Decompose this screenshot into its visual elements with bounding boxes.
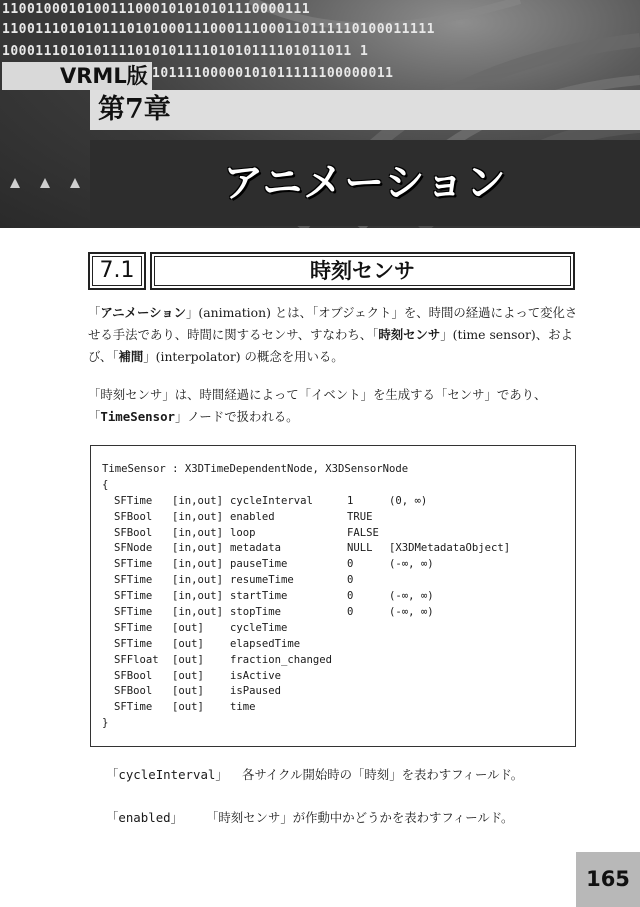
code-field-access: [in,out]: [172, 590, 224, 603]
code-field-access: [in,out]: [172, 526, 224, 539]
text-run: 「: [88, 305, 101, 320]
code-field-type: SFTime: [114, 637, 153, 650]
term-time-sensor: 時刻センサ: [378, 327, 441, 342]
chapter-number: 第7章: [98, 94, 171, 125]
code-header: TimeSensor : X3DTimeDependentNode, X3DSensorNode: [102, 463, 409, 475]
edition-label: VRML版: [2, 62, 152, 90]
decorative-triangle: [10, 178, 20, 188]
paragraph-animation-definition: [88, 302, 578, 368]
code-close-brace: }: [102, 717, 109, 730]
code-field-access: [in,out]: [172, 558, 224, 571]
text-run: 」(interpolator) の概念を用いる。: [143, 349, 344, 364]
term-interpolator: 補間: [118, 349, 144, 364]
code-field-access: [in,out]: [172, 494, 224, 507]
code-field-type: SFTime: [114, 494, 153, 507]
code-field-access: [out]: [172, 669, 204, 682]
code-field-range: (-∞, ∞): [389, 558, 434, 571]
code-field-type: SFTime: [114, 701, 153, 714]
decorative-triangle: [40, 178, 50, 188]
code-field-default: 0: [347, 574, 354, 587]
code-field-default: 0: [347, 606, 354, 619]
code-field-type: SFTime: [114, 621, 153, 634]
text-run: 」(time sensor)、および、「: [88, 327, 573, 364]
code-field-access: [in,out]: [172, 510, 224, 523]
code-field-name: resumeTime: [230, 574, 294, 587]
paragraph-time-sensor: [88, 384, 578, 428]
text-run: 」(animation) とは、「オブジェクト」を、時間の経過によって変化させる手法であり、時間に関するセンサ、すなわち、「: [88, 305, 578, 342]
code-field-name: elapsedTime: [230, 637, 301, 650]
code-field-range: (0, ∞): [389, 494, 428, 507]
code-field-type: SFBool: [114, 685, 153, 698]
code-field-name: cycleInterval: [230, 494, 313, 507]
code-field-access: [out]: [172, 637, 204, 650]
code-field-type: SFTime: [114, 574, 153, 587]
text-run: 「時刻センサ」は、時間経過によって「イベント」を生成する「センサ」であり、「: [88, 387, 547, 424]
binary-text-row: 100011101010111101010111101010111101011011 1: [2, 44, 369, 59]
code-field-name: isActive: [230, 669, 282, 682]
code-open-brace: {: [102, 478, 109, 491]
field-desc: 各サイクル開始時の「時刻」を表わすフィールド。: [242, 767, 524, 782]
field-desc: 「時刻センサ」が作動中かどうかを表わすフィールド。: [206, 810, 514, 825]
chapter-number-bar: [90, 90, 640, 130]
code-field-access: [out]: [172, 701, 204, 714]
code-field-type: SFBool: [114, 510, 153, 523]
code-field-range: (-∞, ∞): [389, 590, 434, 603]
code-field-default: NULL: [347, 542, 373, 555]
code-field-range: [X3DMetadataObject]: [389, 542, 511, 555]
field-name: 「enabled」: [106, 810, 183, 825]
code-field-type: SFTime: [114, 558, 153, 571]
text-run: 」ノードで扱われる。: [175, 409, 299, 424]
chapter-title: アニメーション: [223, 160, 507, 206]
code-field-type: SFFloat: [114, 653, 159, 666]
code-field-name: fraction_changed: [230, 653, 333, 666]
code-field-name: pauseTime: [230, 558, 288, 571]
binary-text-row: 10111100000101011111100000011: [152, 66, 394, 81]
code-field-default: 0: [347, 558, 354, 571]
code-field-access: [out]: [172, 653, 204, 666]
decorative-triangle: [70, 178, 80, 188]
code-field-type: SFBool: [114, 669, 153, 682]
code-field-name: metadata: [230, 542, 282, 555]
node-name: TimeSensor: [100, 409, 175, 424]
binary-text-row: 1100111010101110101000111000111000110111110100011111: [2, 22, 435, 37]
code-field-type: SFTime: [114, 606, 153, 619]
code-field-range: (-∞, ∞): [389, 606, 434, 619]
chapter-banner: [0, 0, 640, 228]
binary-text-row: 1100100010100111000101010101110000111: [2, 2, 311, 17]
section-number: 7.1: [99, 258, 135, 283]
code-field-name: enabled: [230, 510, 275, 523]
code-field-type: SFBool: [114, 526, 153, 539]
code-field-name: isPaused: [230, 685, 282, 698]
code-field-type: SFNode: [114, 542, 153, 555]
code-field-default: 0: [347, 590, 354, 603]
code-field-access: [in,out]: [172, 542, 224, 555]
code-field-name: loop: [230, 526, 256, 539]
code-field-access: [in,out]: [172, 606, 224, 619]
code-listing-frame: [90, 445, 576, 747]
term-animation: アニメーション: [100, 305, 187, 320]
code-field-default: TRUE: [347, 510, 373, 523]
code-field-default: FALSE: [347, 526, 379, 539]
code-field-access: [in,out]: [172, 574, 224, 587]
code-field-access: [out]: [172, 685, 204, 698]
code-field-name: stopTime: [230, 606, 282, 619]
code-field-name: time: [230, 701, 256, 714]
code-field-name: cycleTime: [230, 621, 288, 634]
field-description-enabled: [106, 808, 514, 828]
section-title: 時刻センサ: [310, 259, 415, 283]
code-field-access: [out]: [172, 621, 204, 634]
page-number: 165: [586, 867, 630, 891]
field-description-cycleInterval: [106, 765, 524, 785]
code-field-default: 1: [347, 494, 354, 507]
field-name: 「cycleInterval」: [106, 767, 228, 782]
code-field-name: startTime: [230, 590, 288, 603]
code-field-type: SFTime: [114, 590, 153, 603]
